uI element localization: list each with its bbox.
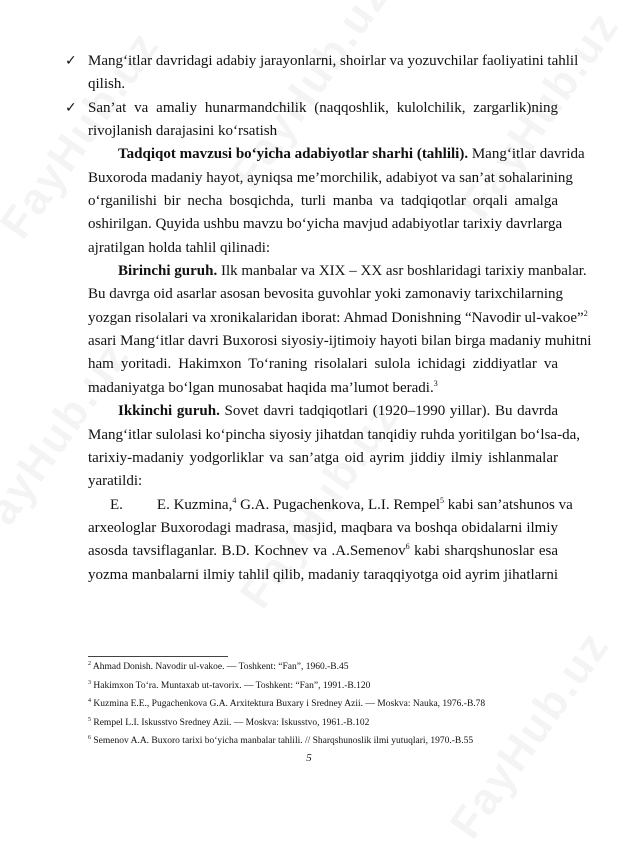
bullet-item: ✓ San’at va amaliy hunarmandchilik (naqqoshlik, kulolchilik, zargarlik)ning xyxy=(88,97,558,120)
paragraph-line: o‘rganilishi bir necha bosqichda, turli manba va tadqiqotlar orqali amalga xyxy=(88,193,558,210)
paragraph-line: asosda tavsiflaganlar. B.D. Kochnev va .A.Semenov$^6$ kabi sharqshunoslar esa xyxy=(88,542,559,560)
section-heading: Tadqiqot mavzusi bo‘yicha adabiyotlar sharhi (tahlili). xyxy=(118,146,469,163)
page-number: 5 xyxy=(306,752,312,764)
paragraph-line: yozgan risolalari va xronikalaridan iborat: Ahmad Donishning “Navodir ul-vakoe”$^2$ xyxy=(88,308,588,326)
footnote: $^2$ Ahmad Donish. Navodir ul-vakoe. — Toshkent: “Fan”, 1960.-B.45 xyxy=(88,660,349,672)
paragraph-line: Mang‘itlar sulolasi ko‘pincha siyosiy jihatdan tanqidiy ruhda yoritilgan bo‘lsa-da, xyxy=(88,426,580,443)
footnote-ref[interactable]: 3 xyxy=(433,378,438,388)
footnotes xyxy=(88,658,558,751)
footnote: $^5$ Rempel L.I. Iskusstvo Sredney Azii. — Moskva: Iskusstvo, 1961.-B.102 xyxy=(88,716,370,728)
paragraph-line: E. E. Kuzmina,$^4$ G.A. Pugachenkova, L.I. Rempel$^5$ kabi san’atshunos va xyxy=(110,495,573,513)
paragraph-line: ham yoritadi. Hakimxon To‘raning risolalari sulola ichidagi ziddiyatlar va xyxy=(88,356,558,373)
bullet-item: ✓ Mang‘itlar davridagi adabiy jarayonlarni, shoirlar va yozuvchilar faoliyatini tahlil xyxy=(88,50,558,73)
paragraph-line: arxeologlar Buxorodagi madrasa, masjid, maqbara va boshqa obidalarni ilmiy xyxy=(88,519,558,536)
paragraph-line: madaniyatga bo‘lgan munosabat haqida ma’lumot beradi.$^3$ xyxy=(88,378,438,396)
paragraph-line: Tadqiqot mavzusi bo‘yicha adabiyotlar sharhi (tahlili). Mang‘itlar davrida xyxy=(118,146,585,163)
paragraph-line: asari Mang‘itlar davri Buxorosi siyosiy-ijtimoiy hayoti bilan birga madaniy muhitni xyxy=(88,333,592,350)
checkmark-icon: ✓ xyxy=(65,53,77,69)
paragraph-line: yozma manbalarni ilmiy tahlil qilib, madaniy taraqqiyotga oid ayrim jihatlarni xyxy=(88,566,558,583)
bullet-continuation: rivojlanish darajasini ko‘rsatish xyxy=(88,123,278,140)
bullet-continuation: qilish. xyxy=(88,76,126,93)
body-text xyxy=(65,50,592,587)
paragraph-line: oshirilgan. Quyida ushbu mavzu bo‘yicha mavjud adabiyotlar tarixiy davrlarga xyxy=(88,216,563,233)
footnote: $^6$ Semenov A.A. Buxoro tarixi bo‘yicha manbalar tahlili. // Sharqshunoslik ilmi yutuqlari, 1970.-B.55 xyxy=(88,734,474,746)
paragraph-line: tarixiy-madaniy yodgorliklar va san’atga oid ayrim jiddiy ilmiy ishlanmalar xyxy=(88,449,558,466)
group-heading: Ikkinchi guruh. xyxy=(118,403,220,420)
footnote: $^3$ Hakimxon To‘ra. Muntaxab ut-tavorix. — Toshkent: “Fan”, 1991.-B.120 xyxy=(88,679,371,691)
paragraph-line: Bu davrga oid asarlar asosan bevosita guvohlar yoki zamonaviy tarixchilarning xyxy=(88,286,564,303)
paragraph-line: yaratildi: xyxy=(88,473,143,490)
paragraph-line: ajratilgan holda tahlil qilinadi: xyxy=(88,239,271,256)
checkmark-icon: ✓ xyxy=(65,99,77,116)
footnote-ref[interactable]: 6 xyxy=(405,542,410,552)
footnote: $^4$ Kuzmina E.E., Pugachenkova G.A. Arxitektura Buxary i Sredney Azii. — Moskva: Nauka, 1976.-B.78 xyxy=(88,697,486,709)
footnote-ref[interactable]: 5 xyxy=(440,495,445,505)
paragraph-line: Buxoroda madaniy hayot, ayniqsa me’morchilik, adabiyot va san’at sohalarining xyxy=(88,169,573,186)
paragraph-line: Birinchi guruh. Ilk manbalar va XIX – XX asr boshlaridagi tarixiy manbalar. xyxy=(118,263,587,280)
footnote-ref[interactable]: 2 xyxy=(583,308,588,318)
group-heading: Birinchi guruh. xyxy=(118,263,218,280)
footnote-separator xyxy=(88,656,228,657)
paragraph-line: Ikkinchi guruh. Sovet davri tadqiqotlari (1920–1990 yillar). Bu davrda xyxy=(118,403,558,420)
footnote-ref[interactable]: 4 xyxy=(232,495,237,505)
